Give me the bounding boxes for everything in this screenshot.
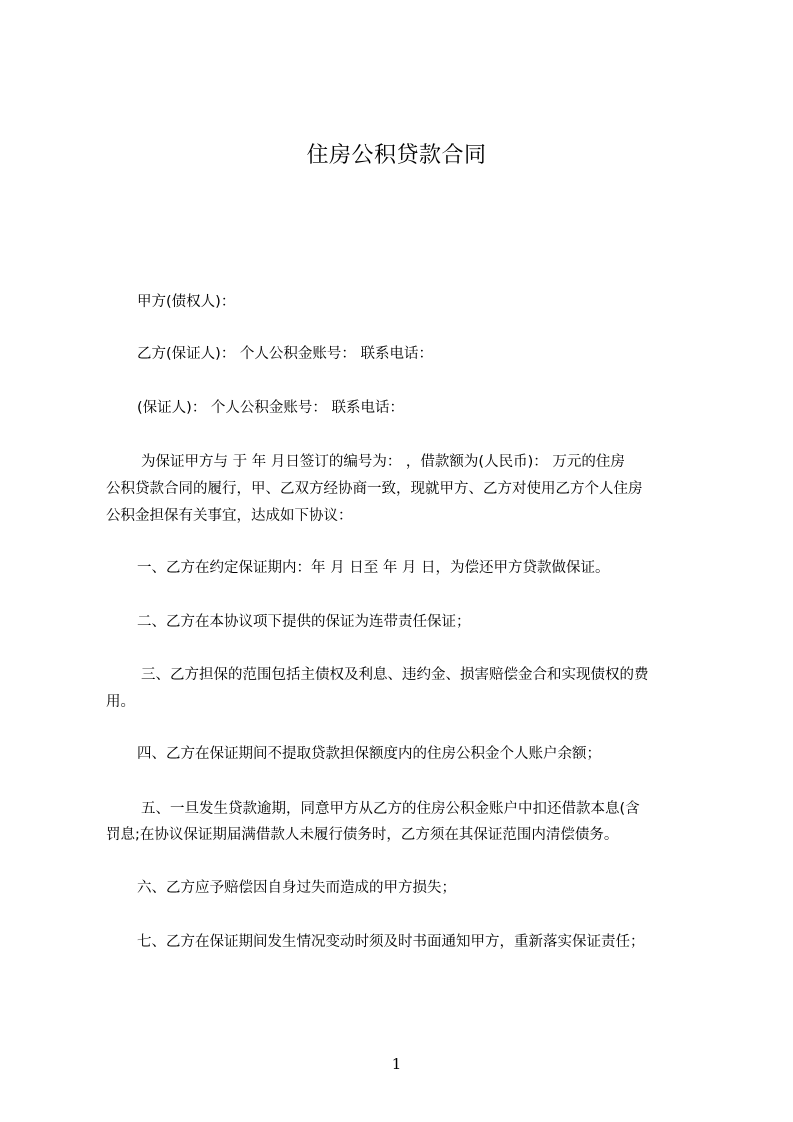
preamble-line-3: 公积金担保有关事宜，达成如下协议： xyxy=(106,508,353,524)
preamble-line-1: 为保证甲方与 于 年 月日签订的编号为： ，借款额为(人民币)： 万元的住房 xyxy=(141,454,625,470)
party-b-line: 乙方(保证人)： 个人公积金账号： 联系电话： xyxy=(137,346,434,362)
clause-2: 二、乙方在本协议项下提供的保证为连带责任保证； xyxy=(137,614,471,630)
preamble-line-2: 公积贷款合同的履行，甲、乙双方经协商一致，现就甲方、乙方对使用乙方个人住房 xyxy=(106,481,643,497)
party-a-line: 甲方(债权人)： xyxy=(137,294,236,310)
guarantor-line: (保证人)： 个人公积金账号： 联系电话： xyxy=(137,400,405,416)
clause-3-line-2: 用。 xyxy=(106,694,135,710)
contract-title: 住房公积贷款合同 xyxy=(306,143,487,168)
page-number: 1 xyxy=(391,1055,402,1073)
clause-5-line-1: 五、一旦发生贷款逾期，同意甲方从乙方的住房公积金账户中扣还借款本息(含 xyxy=(141,801,640,817)
clause-4: 四、乙方在保证期间不提取贷款担保额度内的住房公积金个人账户余额； xyxy=(137,746,601,762)
clause-5-line-2: 罚息;在协议保证期届满借款人未履行债务时，乙方须在其保证范围内清偿债务。 xyxy=(106,827,619,843)
clause-1: 一、乙方在约定保证期内：年 月 日至 年 月 日，为偿还甲方贷款做保证。 xyxy=(137,560,610,576)
clause-6: 六、乙方应予赔偿因自身过失而造成的甲方损失； xyxy=(137,880,456,896)
clause-3-line-1: 三、乙方担保的范围包括主债权及利息、违约金、损害赔偿金合和实现债权的费 xyxy=(141,667,649,683)
clause-7: 七、乙方在保证期间发生情况变动时须及时书面通知甲方，重新落实保证责任； xyxy=(137,934,645,950)
